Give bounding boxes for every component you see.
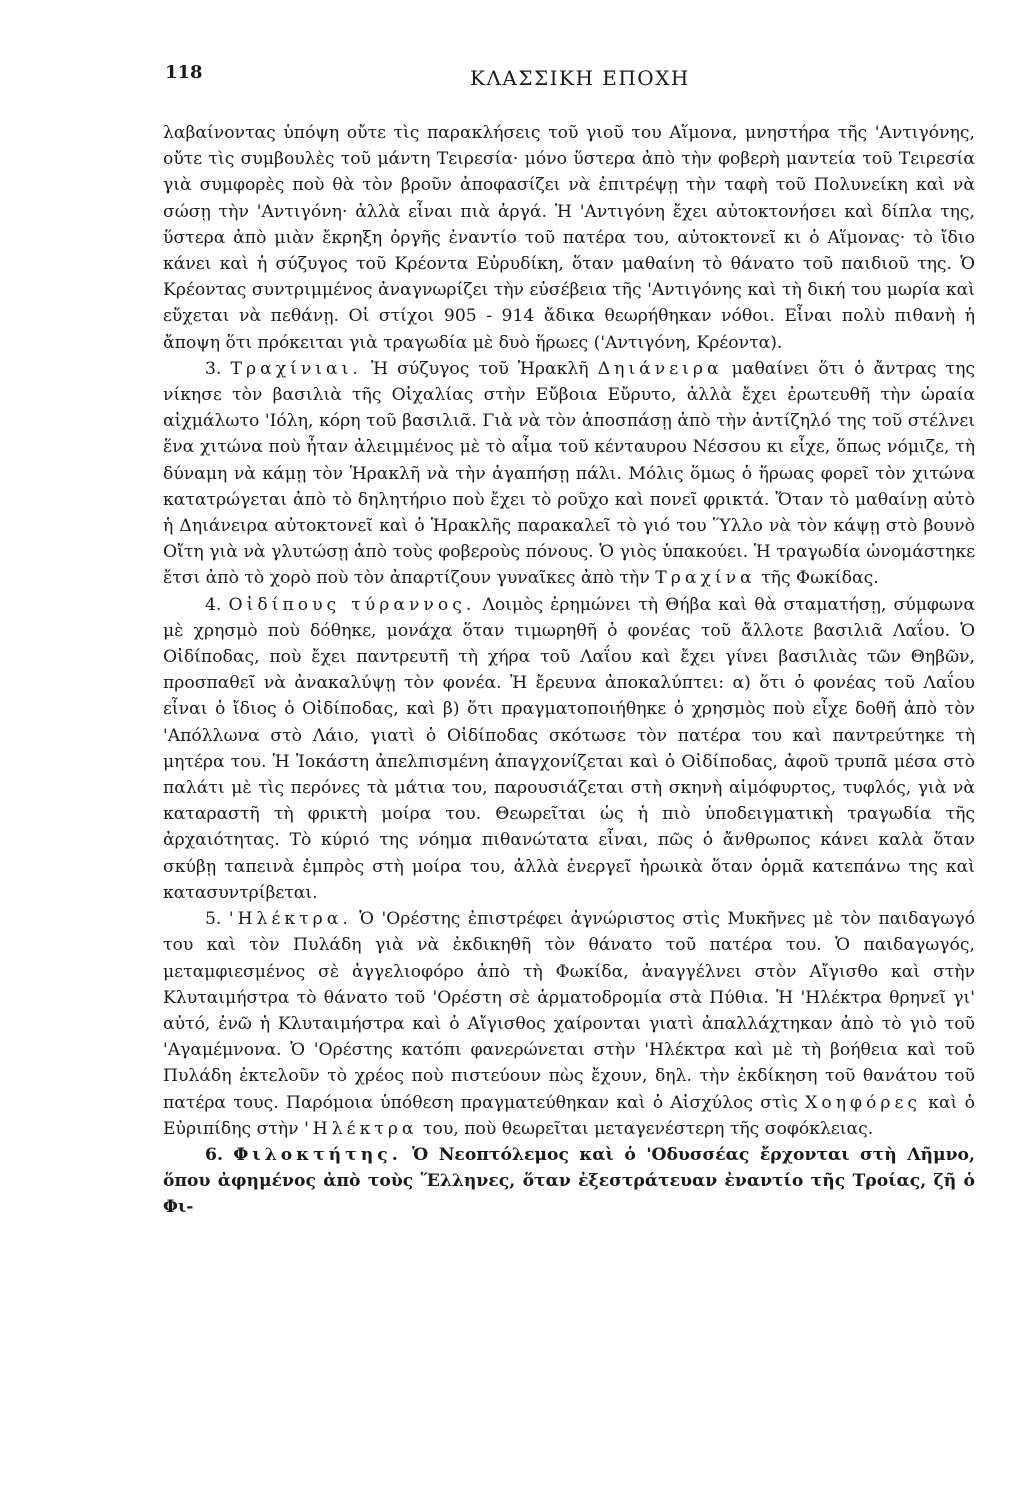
paragraph-text: Ἡ σύζυγος τοῦ Ἡρακλῆ [361, 358, 598, 379]
paragraph-text: Ὁ 'Ορέστης ἐπιστρέφει ἀγνώριστος στὶς Μυκῆνες μὲ τὸν παιδαγωγό του καὶ τὸν Πυλάδη γιὰ νὰ ἐκδικηθῆ τὸν θάνατο τοῦ πατέρα του. Ὁ παιδαγωγός, μεταμφιεσμένος σὲ ἀγγελιοφόρο ἀπὸ τὴ Φωκίδα, ἀναγγέλνει στὸν Αἴγισθο καὶ στὴν Κλυταιμήστρα τὸ θάνατο τοῦ 'Ορέστη σὲ ἁρματοδρομία στὰ Πύθια. Ἡ 'Ηλέκτρα θρηνεῖ γι' αὐτό, ἐνῶ ἡ Κλυταιμήστρα καὶ ὁ Αἴγισθος χαίρονται γιατὶ ἀπαλλάχτηκαν ἀπὸ τὸ γιὸ τοῦ 'Αγαμέμνονα. Ὁ 'Ορέστης κατόπι φανερώνεται στὴν 'Ηλέκτρα καὶ μὲ τὴ βοήθεια καὶ τοῦ Πυλάδη ἐκτελοῦν τὸ χρέος ποὺ πιστεύουν πὼς ἔχουν, δηλ. τὴν ἐκδίκηση τοῦ θανάτου τοῦ πατέρα τους. Παρόμοια ὑπόθεση πραγματεύθηκαν καὶ ὁ Αἰσχύλος στὶς [163, 909, 975, 1113]
paragraph-text: Ὁ Νεοπτόλεμος καὶ ὁ 'Οδυσσέας ἔρχονται στὴ Λῆμνο, ὅπου ἀφημένος ἀπὸ τοὺς Ἕλληνες, ὅταν ἐξεστράτευαν ἐναντίο τῆς Τροίας, ζῆ ὁ Φι- [163, 1144, 975, 1218]
page-number: 118 [165, 62, 203, 83]
running-title: ΚΛΑΣΣΙΚΗ ΕΠΟΧΗ [470, 66, 690, 90]
paragraph-trachiniai [163, 356, 975, 592]
page-header [165, 62, 975, 96]
paragraph-text: Λοιμὸς ἐρημώνει τὴ Θήβα καὶ θὰ σταματήσῃ, σύμφωνα μὲ χρησμὸ ποὺ δόθηκε, μονάχα ὅταν τιμωρηθῆ ὁ φονέας τοῦ ἄλλοτε βασιλιᾶ Λαΐου. Ὁ Οἰδίποδας, ποὺ ἔχει παντρευτῆ τὴ χήρα τοῦ Λαΐου καὶ ἔχει γίνει βασιλιὰς τῶν Θηβῶν, προσπαθεῖ νὰ ἀνακαλύψῃ τὸν φονέα. Ἡ ἔρευνα ἀποκαλύπτει: α) ὅτι ὁ φονέας τοῦ Λαΐου εἶναι ὁ ἴδιος ὁ Οἰδίποδας, καὶ β) ὅτι πραγματοποιήθηκε ὁ χρησμὸς ποὺ εἶχε δοθῆ ἀπὸ τὸν 'Απόλλωνα στὸ Λάιο, γιατὶ ὁ Οἰδίποδας σκότωσε τὸν πατέρα του καὶ παντρεύτηκε τὴ μητέρα του. Ἡ Ἰοκάστη ἀπελπισμένη ἀπαγχονίζεται καὶ ὁ Οἰδίποδας, ἀφοῦ τρυπᾶ μέσα στὸ παλάτι μὲ τὶς περόνες τὰ μάτια του, παρουσιάζεται στὴ σκηνὴ αἱμόφυρτος, τυφλός, γιὰ νὰ καταραστῆ τὴ φρικτὴ μοίρα του. Θεωρεῖται ὡς ἡ πιὸ ὑποδειγματικὴ τραγωδία τῆς ἀρχαιότητας. Τὸ κύριό της νόημα πιθανώτατα εἶναι, πῶς ὁ ἄνθρωπος κάνει καλὰ ὅταν σκύβῃ ταπεινὰ ἐμπρὸς στὴ μοίρα του, ἀλλὰ ἐνεργεῖ ἡρωικὰ ὅταν ὁρμᾶ κατεπάνω της καὶ κατασυντρίβεται. [163, 594, 975, 903]
play-title: Τραχίνιαι. [230, 358, 362, 379]
emphasized-title: Χοηφόρες [805, 1092, 922, 1113]
section-number: 5. [205, 909, 229, 930]
emphasized-name: Τραχίνα [655, 568, 756, 589]
paragraph-philoctetes [163, 1142, 975, 1221]
paragraph-electra [163, 906, 975, 1142]
paragraph-antigone-continued [163, 120, 975, 356]
paragraph-oedipus [163, 592, 975, 906]
play-title: Οἰδίπους τύραννος. [228, 594, 476, 615]
play-title: 'Ηλέκτρα. [228, 909, 352, 930]
paragraph-text: του, ποὺ θεωρεῖται μεταγενέστερη τῆς σοφόκλειας. [417, 1118, 874, 1139]
paragraph-text: λαβαίνοντας ὑπόψη οὔτε τὶς παρακλήσεις τοῦ γιοῦ του Αἵμονα, μνηστήρα τῆς 'Αντιγόνης, οὔτε τὶς συμβουλὲς τοῦ μάντη Τειρεσία· μόνο ὕστερα ἀπὸ τὴν φοβερὴ μαντεία τοῦ Τειρεσία γιὰ συμφορὲς ποὺ θὰ τὸν βροῦν ἀποφασίζει νὰ ἐπιτρέψῃ τὴν ταφὴ τοῦ Πολυνείκη καὶ νὰ σώσῃ τὴν 'Αντιγόνη· ἀλλὰ εἶναι πιὰ ἀργά. Ἡ 'Αντιγόνη ἔχει αὐτοκτονήσει καὶ δίπλα της, ὕστερα ἀπὸ μιὰν ἔκρηξη ὀργῆς ἐναντίο τοῦ πατέρα του, αὐτοκτονεῖ κι ὁ Αἵμονας· τὸ ἴδιο κάνει καὶ ἡ σύζυγος τοῦ Κρέοντα Εὐρυδίκη, ὅταν μαθαίνη τὸ θάνατο τοῦ παιδιοῦ της. Ὁ Κρέοντας συντριμμένος ἀναγνωρίζει τὴν εὐσέβεια τῆς 'Αντιγόνης καὶ τὴ δική του μωρία καὶ εὔχεται νὰ πεθάνῃ. Οἱ στίχοι 905 - 914 ἄδικα θεωρήθηκαν νόθοι. Εἶναι πολὺ πιθανὴ ἡ ἄποψη ὅτι πρόκειται γιὰ τραγωδία μὲ δυὸ ἥρωες ('Αντιγόνη, Κρέοντα). [163, 123, 975, 353]
section-number: 4. [205, 594, 229, 615]
paragraph-text: καὶ ὁ Εὐριπίδης στὴν [163, 1092, 975, 1139]
emphasized-title: 'Ηλέκτρα [304, 1118, 418, 1139]
section-number: 6. [205, 1144, 234, 1165]
body-text [163, 120, 975, 1221]
emphasized-name: Δηιάνειρα [597, 358, 723, 379]
section-number: 3. [205, 358, 231, 379]
paragraph-text: μαθαίνει ὅτι ὁ ἄντρας της νίκησε τὸν βασιλιὰ τῆς Οἰχαλίας στὴν Εὔβοια Εὔρυτο, ἀλλὰ ἔχει ἐρωτευθῆ τὴν ὡραία αἰχμάλωτο 'Ιόλη, κόρη τοῦ βασιλιᾶ. Γιὰ νὰ τὸν ἀποσπάσῃ ἀπὸ τὴν ἀντίζηλό της τοῦ στέλνει ἕνα χιτώνα ποὺ ἦταν ἀλειμμένος μὲ τὸ αἷμα τοῦ κένταυρου Νέσσου κι εἶχε, ὅπως νόμιζε, τὴ δύναμη νὰ κάμῃ τὸν Ἡρακλῆ νὰ τὴν ἀγαπήσῃ πάλι. Μόλις ὅμως ὁ ἥρωας φορεῖ τὸν χιτώνα κατατρώγεται ἀπὸ τὸ δηλητήριο ποὺ ἔχει τὸ ροῦχο καὶ πονεῖ φρικτά. Ὅταν τὸ μαθαίνῃ αὐτὸ ἡ Δηιάνειρα αὐτοκτονεῖ καὶ ὁ Ἡρακλῆς παρακαλεῖ τὸ γιό του Ὕλλο νὰ τὸν κάψῃ στὸ βουνὸ Οἴτη γιὰ νὰ γλυτώσῃ ἀπὸ τοὺς φοβεροὺς πόνους. Ὁ γιὸς ὑπακούει. Ἡ τραγωδία ὠνομάστηκε ἔτσι ἀπὸ τὸ χορὸ ποὺ τὸν ἀπαρτίζουν γυναῖκες ἀπὸ τὴν [163, 358, 975, 589]
play-title: Φιλοκτήτης. [233, 1144, 402, 1165]
paragraph-text: τῆς Φωκίδας. [755, 568, 879, 589]
